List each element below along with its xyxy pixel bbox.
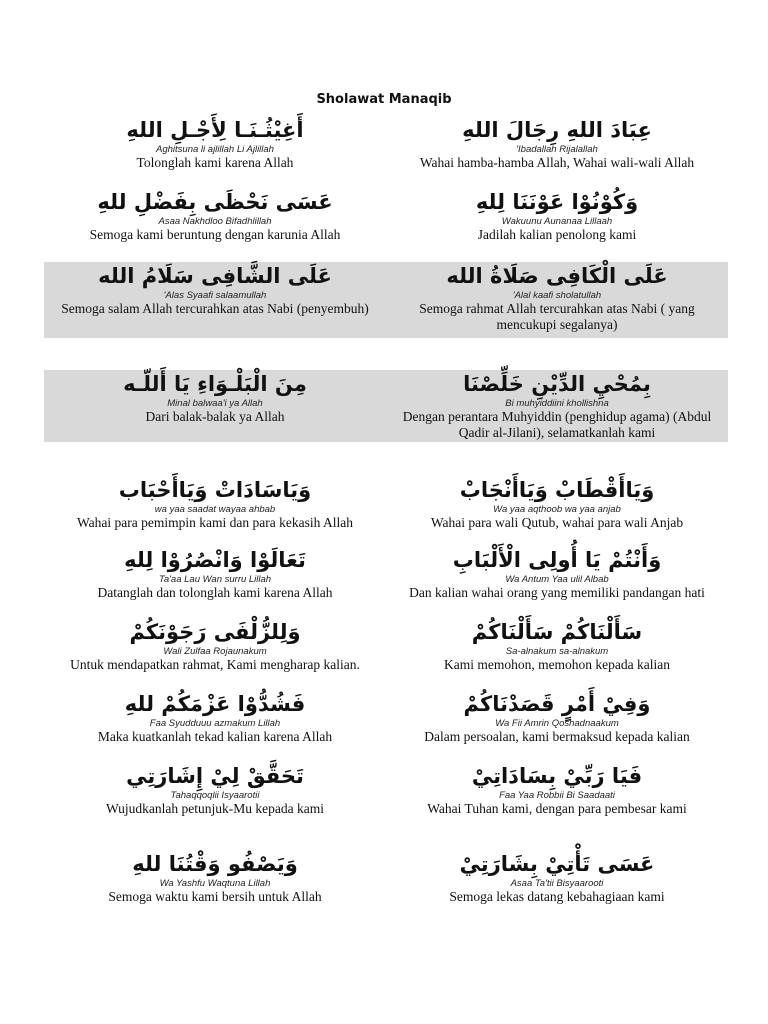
transliteration: Wakuunu Aunanaa Lillaah <box>501 216 613 227</box>
arabic-text: سَأَلْنَاكُمْ سَأَلْنَاكُمْ <box>471 620 643 644</box>
verse-row <box>44 690 728 745</box>
transliteration: 'Alal kaafi sholatullah <box>512 290 602 301</box>
transliteration: Bi muhyiddiini khollishna <box>505 398 609 409</box>
arabic-text: أَغِيْثُـنَـا لِأَجْـلِ اللهِ <box>126 118 304 142</box>
verse-left <box>44 116 386 171</box>
translation: Wahai para pemimpin kami dan para kekasih Allah <box>77 515 353 530</box>
translation: Semoga rahmat Allah tercurahkan atas Nabi ( yang mencukupi segalanya) <box>419 301 695 332</box>
transliteration: Faa Syudduuu azmakum Lillah <box>149 718 281 729</box>
verse-left <box>44 850 386 905</box>
transliteration: Minal balwaa'i ya Allah <box>167 398 263 409</box>
transliteration: Tahaqqoqlii Isyaarotii <box>170 790 260 801</box>
verse-right <box>386 370 728 442</box>
arabic-text: وَكُوْنُوْا عَوْنَنَا لِلهِ <box>475 190 639 214</box>
arabic-text: مِنَ الْبَلْـوَاءِ يَا أَللّـه <box>123 372 307 396</box>
arabic-text: تَعَالَوْا وَانْصُرُوْا لِلهِ <box>124 548 306 572</box>
verse-row <box>44 116 728 171</box>
verse-right <box>386 690 728 745</box>
translation: Wahai hamba-hamba Allah, Wahai wali-wali Allah <box>419 155 695 170</box>
translation: Semoga salam Allah tercurahkan atas Nabi (penyembuh) <box>61 301 369 316</box>
transliteration: Wa Fii Amrin Qoshadnaakum <box>495 718 619 729</box>
verse-right <box>386 188 728 243</box>
verse-right <box>386 850 728 905</box>
arabic-text: وَلِلزُّلْفَى رَجَوْنَكُمْ <box>129 620 301 644</box>
arabic-text: بِمُحْيِ الدِّيْنِ خَلِّصْنَا <box>463 372 651 396</box>
transliteration: Asaa Ta'tii Bisyaarooti <box>510 878 604 889</box>
transliteration: Wa Antum Yaa ulil Albab <box>505 574 609 585</box>
arabic-text: فَشُدُّوْا عَزْمَكُمْ للهِ <box>124 692 306 716</box>
translation: Jadilah kalian penolong kami <box>477 227 637 242</box>
verse-row <box>44 762 728 817</box>
transliteration: Aghitsuna li ajlillah Li Ajlillah <box>156 144 274 155</box>
verse-row <box>44 618 728 673</box>
translation: Semoga kami beruntung dengan karunia Allah <box>89 227 341 242</box>
transliteration: Ta'aa Lau Wan surru Lillah <box>158 574 272 585</box>
verse-left <box>44 188 386 243</box>
verse-left <box>44 546 386 601</box>
arabic-text: وَيَاسَادَاتْ وَيَاأَحْبَاب <box>118 478 312 502</box>
transliteration: wa yaa saadat wayaa ahbab <box>154 504 276 515</box>
verse-left <box>44 476 386 531</box>
arabic-text: وَفِيْ أَمْرٍ قَصَدْنَاكُمْ <box>463 692 651 716</box>
transliteration: Wa Yashfu Waqtuna Lillah <box>159 878 271 889</box>
verse-left <box>44 370 386 442</box>
arabic-text: وَيَاأَقْطَابْ وَيَاأَنْجَابْ <box>459 478 655 502</box>
transliteration: Faa Yaa Robbii Bi Saadaati <box>499 790 615 801</box>
verse-right <box>386 476 728 531</box>
transliteration: 'Ibadallah Rijalallah <box>516 144 598 155</box>
page-title: Sholawat Manaqib <box>316 92 452 107</box>
translation: Dalam persoalan, kami bermaksud kepada kalian <box>424 729 690 744</box>
verse-left <box>44 262 386 338</box>
verse-row <box>44 476 728 531</box>
verse-right <box>386 262 728 338</box>
arabic-text: تَحَقَّقْ لِيْ إِشَارَتِي <box>126 764 304 788</box>
verse-right <box>386 618 728 673</box>
translation: Dengan perantara Muhyiddin (penghidup agama) (Abdul Qadir al-Jilani), selamatkanlah kami <box>402 409 712 440</box>
verse-left <box>44 690 386 745</box>
arabic-text: فَيَا رَبِّيْ بِسَادَاتِيْ <box>471 764 643 788</box>
translation: Wahai para wali Qutub, wahai para wali Anjab <box>430 515 684 530</box>
verse-row-highlighted <box>44 370 728 442</box>
arabic-text: عَلَى الْكَافِى صَلَاةُ الله <box>446 264 668 288</box>
verse-row-highlighted <box>44 262 728 338</box>
verse-row <box>44 188 728 243</box>
verse-left <box>44 762 386 817</box>
verse-right <box>386 116 728 171</box>
arabic-text: عِبَادَ اللهِ رِجَالَ اللهِ <box>462 118 652 142</box>
transliteration: 'Alas Syaafi salaamullah <box>163 290 267 301</box>
arabic-text: وَيَصْفُو وَقْتُنَا للهِ <box>132 852 298 876</box>
verse-right <box>386 762 728 817</box>
transliteration: Asaa Nakhdloo Bifadhlillah <box>158 216 272 227</box>
translation: Maka kuatkanlah tekad kalian karena Allah <box>97 729 333 744</box>
translation: Untuk mendapatkan rahmat, Kami mengharap kalian. <box>70 657 360 672</box>
translation: Dan kalian wahai orang yang memiliki pandangan hati <box>409 585 705 600</box>
arabic-text: عَسَى نَحْظَى بِفَضْلِ للهِ <box>97 190 333 214</box>
translation: Tolonglah kami karena Allah <box>136 155 294 170</box>
translation: Dari balak-balak ya Allah <box>145 409 285 424</box>
verse-row <box>44 850 728 905</box>
verse-row <box>44 546 728 601</box>
verse-right <box>386 546 728 601</box>
arabic-text: وَأَنْتُمْ يَا أُولِى الْأَلْبَابِ <box>452 548 662 572</box>
translation: Semoga waktu kami bersih untuk Allah <box>108 889 322 904</box>
translation: Wahai Tuhan kami, dengan para pembesar kami <box>427 801 687 816</box>
verse-left <box>44 618 386 673</box>
translation: Datanglah dan tolonglah kami karena Allah <box>97 585 333 600</box>
transliteration: Wa yaa aqthoob wa yaa anjab <box>493 504 621 515</box>
arabic-text: عَسَى تَأْتِيْ بِشَارَتِيْ <box>459 852 655 876</box>
arabic-text: عَلَى الشَّافِى سَلَامُ الله <box>98 264 332 288</box>
transliteration: Sa-alnakum sa-alnakum <box>505 646 609 657</box>
transliteration: Wali Zulfaa Rojaunakum <box>163 646 267 657</box>
translation: Kami memohon, memohon kepada kalian <box>443 657 671 672</box>
translation: Semoga lekas datang kebahagiaan kami <box>449 889 665 904</box>
translation: Wujudkanlah petunjuk-Mu kepada kami <box>105 801 325 816</box>
